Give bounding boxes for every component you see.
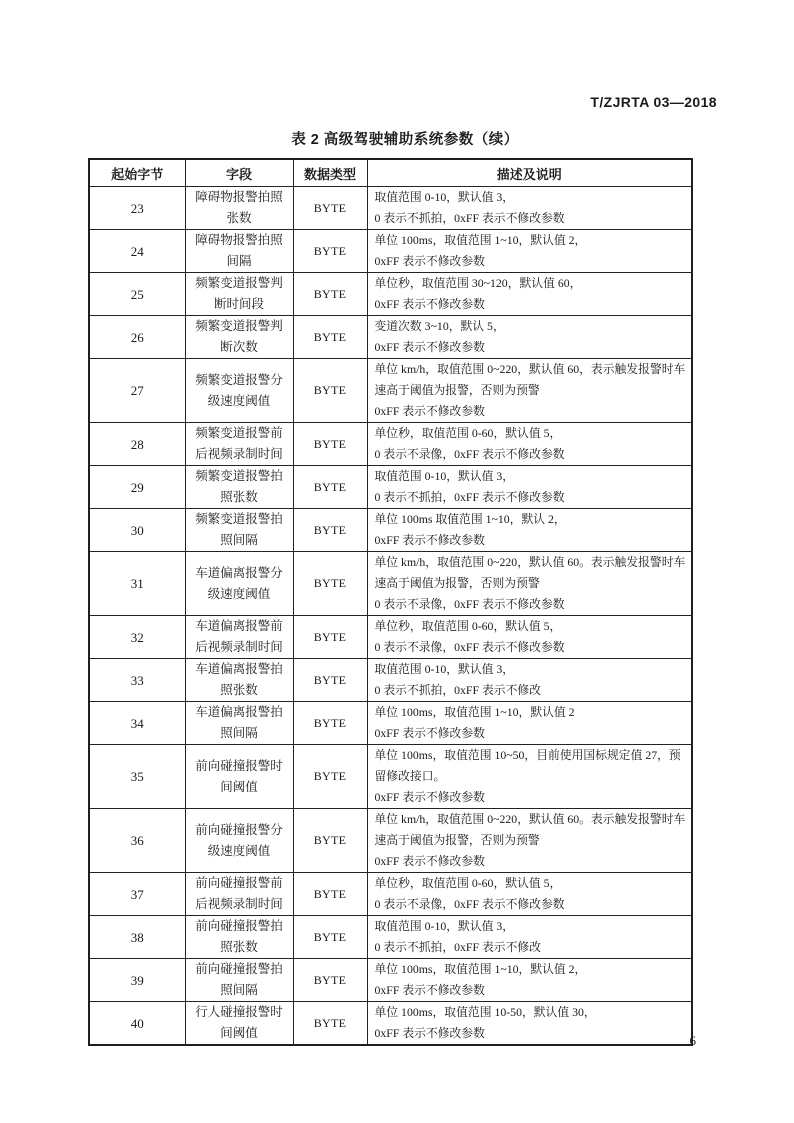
field-line: 级速度阈值 — [207, 843, 271, 858]
start-byte-cell: 32 — [89, 616, 185, 659]
description-line: 单位 100ms，取值范围 10-50，默认值 30， — [374, 1005, 596, 1019]
field-cell — [185, 273, 293, 316]
description-line: 0 表示不录像，0xFF 表示不修改参数 — [374, 597, 565, 611]
table-row — [89, 916, 692, 959]
start-byte-cell: 27 — [89, 359, 185, 423]
data-type-cell: BYTE — [293, 273, 367, 316]
description-line: 0xFF 表示不修改参数 — [374, 533, 485, 547]
description-line: 0xFF 表示不修改参数 — [374, 726, 485, 740]
table-header-row — [89, 159, 692, 187]
field-line: 照张数 — [220, 490, 258, 504]
field-line: 车道偏离报警前 — [195, 619, 283, 633]
table-row — [89, 230, 692, 273]
description-line: 0 表示不抓拍，0xFF 表示不修改参数 — [374, 490, 565, 504]
start-byte-cell: 37 — [89, 873, 185, 916]
field-line: 车道偏离报警分 — [195, 565, 283, 580]
description-line: 单位 100ms，取值范围 10~50，目前使用国标规定值 27，预 — [374, 748, 681, 762]
description-line: 单位 100ms，取值范围 1~10，默认值 2 — [374, 705, 575, 719]
start-byte-cell: 24 — [89, 230, 185, 273]
start-byte-cell: 35 — [89, 745, 185, 809]
description-cell — [367, 659, 692, 702]
table-row — [89, 552, 692, 616]
description-cell — [367, 230, 692, 273]
description-line: 0 表示不录像，0xFF 表示不修改参数 — [374, 897, 565, 911]
field-line: 后视频录制时间 — [195, 447, 283, 461]
parameters-table — [88, 158, 693, 1046]
description-cell — [367, 273, 692, 316]
field-cell — [185, 187, 293, 230]
start-byte-cell: 39 — [89, 959, 185, 1002]
field-line: 前向碰撞报警拍 — [195, 919, 283, 933]
description-line: 0xFF 表示不修改参数 — [374, 297, 485, 311]
field-cell — [185, 916, 293, 959]
field-line: 级速度阈值 — [207, 586, 271, 601]
field-line: 张数 — [226, 211, 252, 225]
description-line: 单位 km/h，取值范围 0~220，默认值 60。表示触发报警时车 — [374, 812, 686, 826]
data-type-cell: BYTE — [293, 809, 367, 873]
field-line: 障碍物报警拍照 — [195, 233, 283, 247]
description-line: 速高于阈值为报警，否则为预警 — [374, 383, 540, 397]
field-line: 后视频录制时间 — [195, 897, 283, 911]
field-line: 频繁变道报警判 — [195, 319, 283, 333]
field-line: 频繁变道报警分 — [195, 372, 283, 387]
header-description: 描述及说明 — [367, 159, 692, 187]
field-cell — [185, 1002, 293, 1046]
description-line: 取值范围 0-10，默认值 3， — [374, 919, 515, 933]
description-line: 单位秒，取值范围 0-60，默认值 5， — [374, 426, 562, 440]
table-row — [89, 466, 692, 509]
description-cell — [367, 316, 692, 359]
field-cell — [185, 466, 293, 509]
field-line: 前向碰撞报警分 — [195, 822, 283, 837]
table-row — [89, 702, 692, 745]
field-line: 照张数 — [220, 940, 258, 954]
data-type-cell: BYTE — [293, 916, 367, 959]
table-row — [89, 959, 692, 1002]
data-type-cell: BYTE — [293, 509, 367, 552]
data-type-cell: BYTE — [293, 466, 367, 509]
description-line: 0 表示不录像，0xFF 表示不修改参数 — [374, 447, 565, 461]
data-type-cell: BYTE — [293, 359, 367, 423]
field-cell — [185, 873, 293, 916]
table-row — [89, 273, 692, 316]
data-type-cell: BYTE — [293, 316, 367, 359]
field-cell — [185, 359, 293, 423]
description-line: 0xFF 表示不修改参数 — [374, 1026, 485, 1040]
description-cell — [367, 187, 692, 230]
table-row — [89, 659, 692, 702]
description-line: 单位秒，取值范围 30~120，默认值 60， — [374, 276, 582, 290]
table-row — [89, 509, 692, 552]
table-row — [89, 873, 692, 916]
field-line: 前向碰撞报警拍 — [195, 962, 283, 976]
field-cell — [185, 659, 293, 702]
data-type-cell: BYTE — [293, 616, 367, 659]
data-type-cell: BYTE — [293, 873, 367, 916]
field-line: 间阈值 — [220, 1026, 258, 1040]
field-cell — [185, 316, 293, 359]
field-line: 频繁变道报警前 — [195, 426, 283, 440]
description-cell — [367, 552, 692, 616]
data-type-cell: BYTE — [293, 1002, 367, 1046]
table-title: 表 2 高级驾驶辅助系统参数（续） — [291, 132, 519, 148]
table-row — [89, 316, 692, 359]
field-line: 级速度阈值 — [207, 393, 271, 408]
field-line: 照间隔 — [220, 983, 258, 997]
start-byte-cell: 28 — [89, 423, 185, 466]
field-cell — [185, 509, 293, 552]
description-line: 0xFF 表示不修改参数 — [374, 254, 485, 268]
field-line: 障碍物报警拍照 — [195, 190, 283, 204]
page-number: 6 — [689, 1033, 696, 1048]
header-data-type: 数据类型 — [293, 159, 367, 187]
start-byte-cell: 34 — [89, 702, 185, 745]
table-row — [89, 187, 692, 230]
start-byte-cell: 30 — [89, 509, 185, 552]
header-field: 字段 — [185, 159, 293, 187]
field-line: 车道偏离报警拍 — [195, 662, 283, 676]
start-byte-cell: 33 — [89, 659, 185, 702]
start-byte-cell: 26 — [89, 316, 185, 359]
table-row — [89, 359, 692, 423]
description-cell — [367, 959, 692, 1002]
field-line: 车道偏离报警拍 — [195, 705, 283, 719]
field-line: 断时间段 — [213, 297, 264, 311]
description-line: 0xFF 表示不修改参数 — [374, 790, 485, 804]
description-line: 单位 100ms，取值范围 1~10，默认值 2， — [374, 233, 587, 247]
field-cell — [185, 423, 293, 466]
data-type-cell: BYTE — [293, 959, 367, 1002]
start-byte-cell: 29 — [89, 466, 185, 509]
table-row — [89, 809, 692, 873]
description-cell — [367, 1002, 692, 1046]
description-line: 0xFF 表示不修改参数 — [374, 404, 485, 418]
data-type-cell: BYTE — [293, 552, 367, 616]
description-line: 单位 100ms，取值范围 1~10，默认值 2， — [374, 962, 587, 976]
description-line: 0xFF 表示不修改参数 — [374, 854, 485, 868]
description-cell — [367, 809, 692, 873]
field-cell — [185, 959, 293, 1002]
field-line: 频繁变道报警判 — [195, 276, 283, 290]
start-byte-cell: 36 — [89, 809, 185, 873]
field-line: 间阈值 — [220, 779, 258, 794]
description-cell — [367, 873, 692, 916]
field-cell — [185, 702, 293, 745]
table-row — [89, 1002, 692, 1046]
description-cell — [367, 745, 692, 809]
description-line: 取值范围 0-10，默认值 3， — [374, 662, 515, 676]
description-line: 单位 km/h，取值范围 0~220，默认值 60。表示触发报警时车 — [374, 555, 686, 569]
description-cell — [367, 359, 692, 423]
start-byte-cell: 38 — [89, 916, 185, 959]
description-line: 0 表示不抓拍，0xFF 表示不修改 — [374, 940, 541, 954]
description-line: 单位秒，取值范围 0-60，默认值 5， — [374, 619, 562, 633]
description-line: 速高于阈值为报警，否则为预警 — [374, 833, 540, 847]
description-line: 单位秒，取值范围 0-60，默认值 5， — [374, 876, 562, 890]
start-byte-cell: 40 — [89, 1002, 185, 1046]
field-line: 行人碰撞报警时 — [195, 1005, 283, 1019]
description-line: 留修改接口。 — [374, 769, 446, 783]
table-row — [89, 616, 692, 659]
data-type-cell: BYTE — [293, 745, 367, 809]
description-cell — [367, 616, 692, 659]
description-cell — [367, 702, 692, 745]
description-cell — [367, 916, 692, 959]
field-line: 照间隔 — [220, 533, 258, 547]
start-byte-cell: 31 — [89, 552, 185, 616]
field-cell — [185, 809, 293, 873]
standard-number: T/ZJRTA 03—2018 — [590, 94, 717, 110]
data-type-cell: BYTE — [293, 659, 367, 702]
description-line: 取值范围 0-10，默认值 3， — [374, 190, 515, 204]
field-line: 前向碰撞报警时 — [195, 758, 283, 773]
field-line: 频繁变道报警拍 — [195, 512, 283, 526]
description-cell — [367, 466, 692, 509]
description-cell — [367, 509, 692, 552]
data-type-cell: BYTE — [293, 702, 367, 745]
description-line: 取值范围 0-10，默认值 3， — [374, 469, 515, 483]
data-type-cell: BYTE — [293, 423, 367, 466]
field-line: 频繁变道报警拍 — [195, 469, 283, 483]
description-cell — [367, 423, 692, 466]
description-line: 0xFF 表示不修改参数 — [374, 340, 485, 354]
description-line: 0xFF 表示不修改参数 — [374, 983, 485, 997]
description-line: 0 表示不录像，0xFF 表示不修改参数 — [374, 640, 565, 654]
table-row — [89, 423, 692, 466]
table-row — [89, 745, 692, 809]
description-line: 0 表示不抓拍，0xFF 表示不修改参数 — [374, 211, 565, 225]
data-type-cell: BYTE — [293, 187, 367, 230]
field-line: 照间隔 — [220, 726, 258, 740]
field-cell — [185, 745, 293, 809]
start-byte-cell: 25 — [89, 273, 185, 316]
field-line: 间隔 — [226, 254, 252, 268]
field-line: 断次数 — [220, 340, 258, 354]
description-line: 0 表示不抓拍，0xFF 表示不修改 — [374, 683, 541, 697]
field-line: 照张数 — [220, 683, 258, 697]
field-cell — [185, 552, 293, 616]
description-line: 速高于阈值为报警，否则为预警 — [374, 576, 540, 590]
header-start-byte: 起始字节 — [89, 159, 185, 187]
data-type-cell: BYTE — [293, 230, 367, 273]
field-cell — [185, 616, 293, 659]
field-line: 前向碰撞报警前 — [195, 876, 283, 890]
start-byte-cell: 23 — [89, 187, 185, 230]
description-line: 变道次数 3~10，默认 5， — [374, 319, 505, 333]
field-cell — [185, 230, 293, 273]
description-line: 单位 km/h，取值范围 0~220，默认值 60，表示触发报警时车 — [374, 362, 686, 376]
field-line: 后视频录制时间 — [195, 640, 283, 654]
description-line: 单位 100ms 取值范围 1~10，默认 2， — [374, 512, 566, 526]
